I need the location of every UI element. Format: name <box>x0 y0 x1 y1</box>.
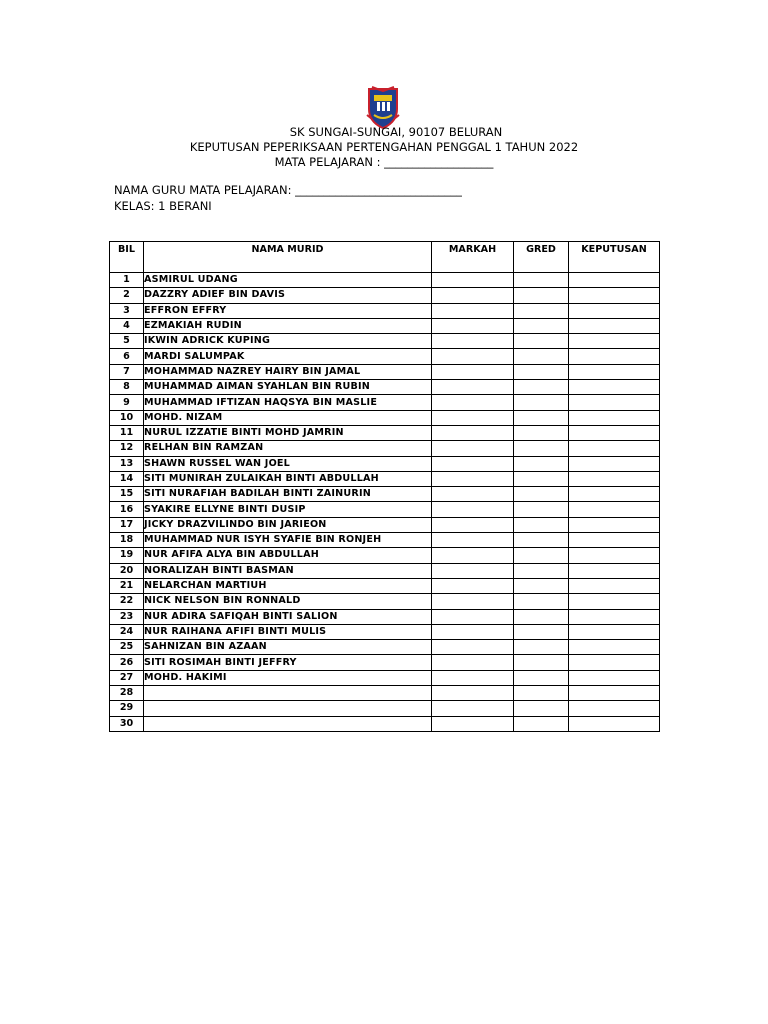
row-markah-cell[interactable] <box>432 655 514 670</box>
row-keputusan-cell[interactable] <box>569 273 660 288</box>
row-student-name: EFFRON EFFRY <box>144 303 432 318</box>
row-markah-cell[interactable] <box>432 517 514 532</box>
row-keputusan-cell[interactable] <box>569 578 660 593</box>
row-student-name: MUHAMMAD IFTIZAN HAQSYA BIN MASLIE <box>144 395 432 410</box>
row-student-name: MOHD. HAKIMI <box>144 670 432 685</box>
row-markah-cell[interactable] <box>432 533 514 548</box>
table-row <box>110 609 660 624</box>
row-markah-cell[interactable] <box>432 318 514 333</box>
table-row <box>110 624 660 639</box>
row-keputusan-cell[interactable] <box>569 318 660 333</box>
row-bil: 1 <box>110 273 144 288</box>
row-bil: 6 <box>110 349 144 364</box>
table-row <box>110 487 660 502</box>
row-student-name <box>144 701 432 716</box>
teacher-line: NAMA GURU MATA PELAJARAN: _____________________________ <box>114 183 462 197</box>
row-keputusan-cell[interactable] <box>569 395 660 410</box>
row-gred-cell[interactable] <box>514 716 569 731</box>
row-bil: 23 <box>110 609 144 624</box>
row-keputusan-cell[interactable] <box>569 487 660 502</box>
table-row <box>110 349 660 364</box>
row-gred-cell[interactable] <box>514 364 569 379</box>
row-keputusan-cell[interactable] <box>569 380 660 395</box>
row-student-name: SYAKIRE ELLYNE BINTI DUSIP <box>144 502 432 517</box>
row-gred-cell[interactable] <box>514 395 569 410</box>
row-bil: 22 <box>110 594 144 609</box>
row-keputusan-cell[interactable] <box>569 716 660 731</box>
row-bil: 29 <box>110 701 144 716</box>
table-row <box>110 364 660 379</box>
row-gred-cell[interactable] <box>514 349 569 364</box>
table-row <box>110 701 660 716</box>
row-gred-cell[interactable] <box>514 640 569 655</box>
row-student-name: NURUL IZZATIE BINTI MOHD JAMRIN <box>144 425 432 440</box>
row-student-name: NICK NELSON BIN RONNALD <box>144 594 432 609</box>
row-student-name: RELHAN BIN RAMZAN <box>144 441 432 456</box>
row-gred-cell[interactable] <box>514 578 569 593</box>
row-gred-cell[interactable] <box>514 517 569 532</box>
table-row <box>110 441 660 456</box>
row-gred-cell[interactable] <box>514 303 569 318</box>
table-row <box>110 471 660 486</box>
row-keputusan-cell[interactable] <box>569 624 660 639</box>
row-student-name: MARDI SALUMPAK <box>144 349 432 364</box>
col-header-keputusan: KEPUTUSAN <box>569 242 660 273</box>
row-markah-cell[interactable] <box>432 624 514 639</box>
exam-title: KEPUTUSAN PEPERIKSAAN PERTENGAHAN PENGGAL 1 TAHUN 2022 <box>189 140 579 154</box>
row-student-name: NUR AFIFA ALYA BIN ABDULLAH <box>144 548 432 563</box>
row-gred-cell[interactable] <box>514 456 569 471</box>
row-keputusan-cell[interactable] <box>569 609 660 624</box>
row-bil: 21 <box>110 578 144 593</box>
col-header-markah: MARKAH <box>432 242 514 273</box>
row-markah-cell[interactable] <box>432 303 514 318</box>
table-row <box>110 686 660 701</box>
row-gred-cell[interactable] <box>514 701 569 716</box>
col-header-bil: BIL <box>110 242 144 273</box>
row-keputusan-cell[interactable] <box>569 288 660 303</box>
row-keputusan-cell[interactable] <box>569 701 660 716</box>
row-gred-cell[interactable] <box>514 441 569 456</box>
row-keputusan-cell[interactable] <box>569 334 660 349</box>
row-gred-cell[interactable] <box>514 624 569 639</box>
table-row <box>110 456 660 471</box>
row-bil: 10 <box>110 410 144 425</box>
row-bil: 9 <box>110 395 144 410</box>
row-markah-cell[interactable] <box>432 395 514 410</box>
row-markah-cell[interactable] <box>432 686 514 701</box>
row-keputusan-cell[interactable] <box>569 410 660 425</box>
row-student-name <box>144 686 432 701</box>
row-student-name <box>144 716 432 731</box>
row-markah-cell[interactable] <box>432 349 514 364</box>
table-row <box>110 318 660 333</box>
row-keputusan-cell[interactable] <box>569 640 660 655</box>
row-bil: 8 <box>110 380 144 395</box>
row-student-name: EZMAKIAH RUDIN <box>144 318 432 333</box>
table-row <box>110 517 660 532</box>
row-gred-cell[interactable] <box>514 502 569 517</box>
row-markah-cell[interactable] <box>432 471 514 486</box>
table-row <box>110 502 660 517</box>
row-bil: 16 <box>110 502 144 517</box>
row-bil: 13 <box>110 456 144 471</box>
subject-line: MATA PELAJARAN : ___________________ <box>274 155 494 169</box>
row-bil: 18 <box>110 533 144 548</box>
row-keputusan-cell[interactable] <box>569 425 660 440</box>
row-gred-cell[interactable] <box>514 686 569 701</box>
table-body <box>110 273 660 732</box>
row-keputusan-cell[interactable] <box>569 670 660 685</box>
row-student-name: SITI ROSIMAH BINTI JEFFRY <box>144 655 432 670</box>
table-row <box>110 334 660 349</box>
row-keputusan-cell[interactable] <box>569 471 660 486</box>
row-student-name: SITI MUNIRAH ZULAIKAH BINTI ABDULLAH <box>144 471 432 486</box>
row-student-name: MUHAMMAD NUR ISYH SYAFIE BIN RONJEH <box>144 533 432 548</box>
row-markah-cell[interactable] <box>432 609 514 624</box>
row-gred-cell[interactable] <box>514 410 569 425</box>
row-markah-cell[interactable] <box>432 334 514 349</box>
row-markah-cell[interactable] <box>432 563 514 578</box>
row-student-name: SAHNIZAN BIN AZAAN <box>144 640 432 655</box>
row-bil: 3 <box>110 303 144 318</box>
row-gred-cell[interactable] <box>514 563 569 578</box>
table-row <box>110 380 660 395</box>
row-bil: 28 <box>110 686 144 701</box>
table-row <box>110 288 660 303</box>
row-markah-cell[interactable] <box>432 716 514 731</box>
table-row <box>110 594 660 609</box>
row-markah-cell[interactable] <box>432 701 514 716</box>
row-gred-cell[interactable] <box>514 380 569 395</box>
row-keputusan-cell[interactable] <box>569 517 660 532</box>
row-gred-cell[interactable] <box>514 548 569 563</box>
row-gred-cell[interactable] <box>514 425 569 440</box>
table-row <box>110 563 660 578</box>
row-bil: 15 <box>110 487 144 502</box>
row-keputusan-cell[interactable] <box>569 303 660 318</box>
class-line: KELAS: 1 BERANI <box>114 199 212 213</box>
row-student-name: ASMIRUL UDANG <box>144 273 432 288</box>
row-markah-cell[interactable] <box>432 380 514 395</box>
row-student-name: NELARCHAN MARTIUH <box>144 578 432 593</box>
row-markah-cell[interactable] <box>432 578 514 593</box>
row-bil: 5 <box>110 334 144 349</box>
row-markah-cell[interactable] <box>432 410 514 425</box>
table-row <box>110 395 660 410</box>
table-row <box>110 578 660 593</box>
row-markah-cell[interactable] <box>432 273 514 288</box>
row-bil: 12 <box>110 441 144 456</box>
row-gred-cell[interactable] <box>514 655 569 670</box>
row-student-name: MOHD. NIZAM <box>144 410 432 425</box>
row-gred-cell[interactable] <box>514 273 569 288</box>
row-gred-cell[interactable] <box>514 594 569 609</box>
row-gred-cell[interactable] <box>514 670 569 685</box>
row-markah-cell[interactable] <box>432 548 514 563</box>
row-student-name: NUR RAIHANA AFIFI BINTI MULIS <box>144 624 432 639</box>
table-row <box>110 273 660 288</box>
table-row <box>110 655 660 670</box>
row-student-name: NUR ADIRA SAFIQAH BINTI SALION <box>144 609 432 624</box>
row-gred-cell[interactable] <box>514 487 569 502</box>
row-keputusan-cell[interactable] <box>569 502 660 517</box>
row-gred-cell[interactable] <box>514 533 569 548</box>
row-markah-cell[interactable] <box>432 288 514 303</box>
row-bil: 4 <box>110 318 144 333</box>
row-keputusan-cell[interactable] <box>569 441 660 456</box>
row-student-name: NORALIZAH BINTI BASMAN <box>144 563 432 578</box>
row-student-name: MOHAMMAD NAZREY HAIRY BIN JAMAL <box>144 364 432 379</box>
row-student-name: DAZZRY ADIEF BIN DAVIS <box>144 288 432 303</box>
row-bil: 20 <box>110 563 144 578</box>
row-student-name: JICKY DRAZVILINDO BIN JARIEON <box>144 517 432 532</box>
table-row <box>110 425 660 440</box>
row-gred-cell[interactable] <box>514 334 569 349</box>
row-gred-cell[interactable] <box>514 318 569 333</box>
row-keputusan-cell[interactable] <box>569 364 660 379</box>
table-row <box>110 303 660 318</box>
row-keputusan-cell[interactable] <box>569 533 660 548</box>
table-row <box>110 533 660 548</box>
col-header-gred: GRED <box>514 242 569 273</box>
table-row <box>110 410 660 425</box>
table-header-row <box>110 242 660 273</box>
row-keputusan-cell[interactable] <box>569 594 660 609</box>
row-bil: 24 <box>110 624 144 639</box>
col-header-nama-murid: NAMA MURID <box>144 242 432 273</box>
table-row <box>110 548 660 563</box>
row-markah-cell[interactable] <box>432 364 514 379</box>
row-keputusan-cell[interactable] <box>569 456 660 471</box>
results-table <box>109 241 660 732</box>
row-bil: 17 <box>110 517 144 532</box>
table-row <box>110 640 660 655</box>
row-bil: 26 <box>110 655 144 670</box>
row-bil: 19 <box>110 548 144 563</box>
row-keputusan-cell[interactable] <box>569 655 660 670</box>
row-markah-cell[interactable] <box>432 594 514 609</box>
row-keputusan-cell[interactable] <box>569 686 660 701</box>
row-bil: 2 <box>110 288 144 303</box>
row-markah-cell[interactable] <box>432 502 514 517</box>
school-crest-icon <box>366 85 400 129</box>
row-markah-cell[interactable] <box>432 425 514 440</box>
row-gred-cell[interactable] <box>514 609 569 624</box>
row-student-name: SHAWN RUSSEL WAN JOEL <box>144 456 432 471</box>
row-keputusan-cell[interactable] <box>569 548 660 563</box>
row-gred-cell[interactable] <box>514 288 569 303</box>
row-student-name: IKWIN ADRICK KUPING <box>144 334 432 349</box>
row-markah-cell[interactable] <box>432 441 514 456</box>
row-student-name: MUHAMMAD AIMAN SYAHLAN BIN RUBIN <box>144 380 432 395</box>
school-name: SK SUNGAI-SUNGAI, 90107 BELURAN <box>289 125 503 139</box>
row-student-name: SITI NURAFIAH BADILAH BINTI ZAINURIN <box>144 487 432 502</box>
row-markah-cell[interactable] <box>432 487 514 502</box>
row-markah-cell[interactable] <box>432 640 514 655</box>
row-keputusan-cell[interactable] <box>569 563 660 578</box>
table-row <box>110 670 660 685</box>
table-row <box>110 716 660 731</box>
row-bil: 25 <box>110 640 144 655</box>
row-keputusan-cell[interactable] <box>569 349 660 364</box>
row-gred-cell[interactable] <box>514 471 569 486</box>
row-bil: 30 <box>110 716 144 731</box>
row-bil: 14 <box>110 471 144 486</box>
row-bil: 11 <box>110 425 144 440</box>
row-markah-cell[interactable] <box>432 670 514 685</box>
row-bil: 27 <box>110 670 144 685</box>
row-markah-cell[interactable] <box>432 456 514 471</box>
row-bil: 7 <box>110 364 144 379</box>
